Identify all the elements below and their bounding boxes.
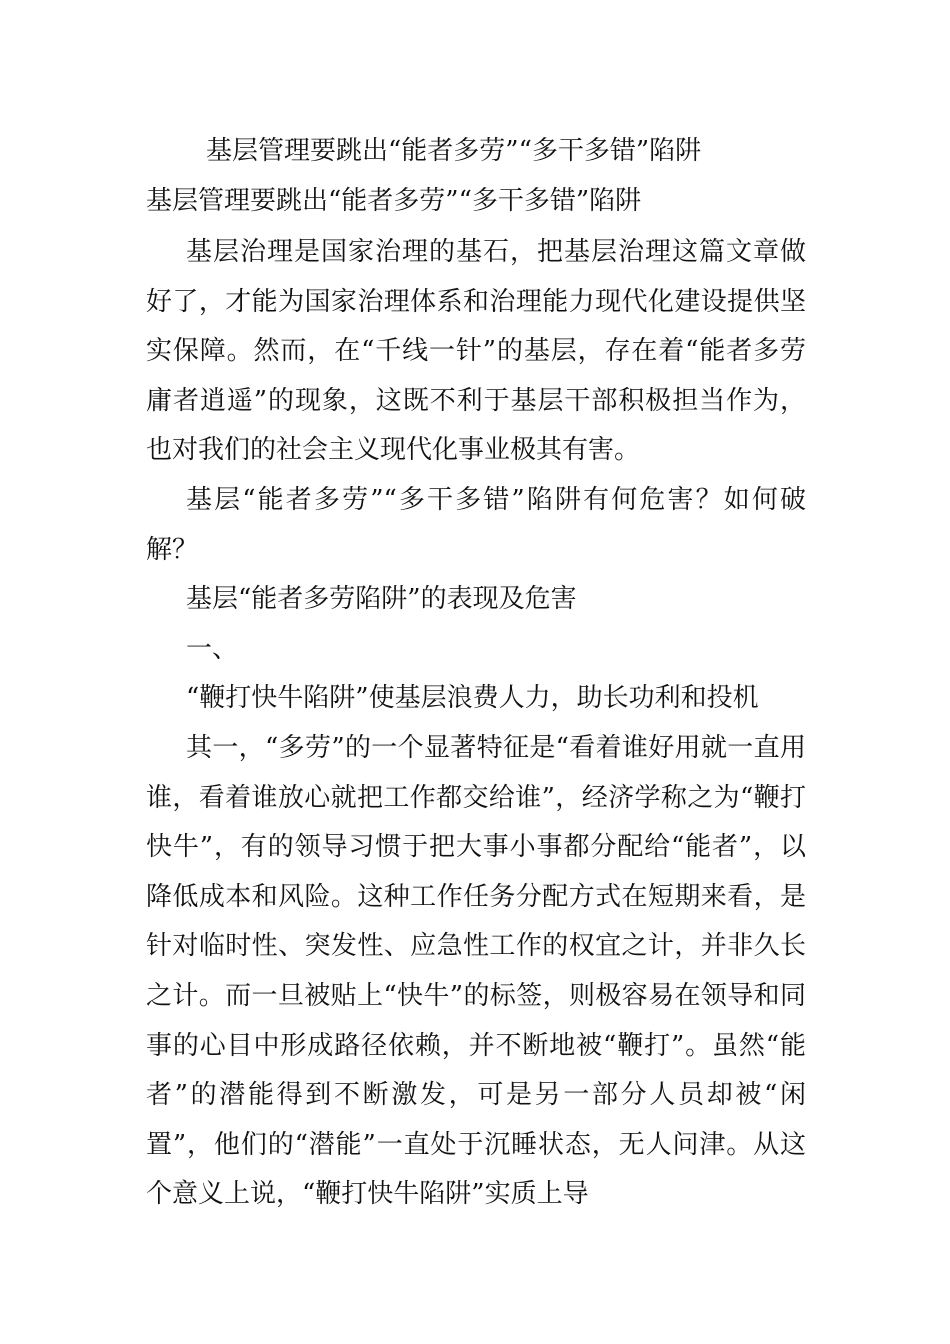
document-subtitle: 基层管理要跳出“能者多劳”“多干多错”陷阱 [146, 186, 642, 216]
paragraph-question: 基层“能者多劳”“多干多错”陷阱有何危害？如何破解？ [146, 484, 806, 565]
paragraph-intro: 基层治理是国家治理的基石，把基层治理这篇文章做好了，才能为国家治理体系和治理能力现代化建设提供坚实保障。然而，在“千线一针”的基层，存在着“能者多劳庸者逍遥”的现象，这既不利于基层干部积极担当作为，也对我们的社会主义现代化事业极其有害。 [146, 237, 806, 466]
subsection-heading: “鞭打快牛陷阱”使基层浪费人力，助长功利和投机 [186, 683, 759, 714]
document-body [146, 228, 806, 1220]
section-heading: 基层“能者多劳陷阱”的表现及危害 [186, 584, 577, 615]
paragraph-body: 其一，“多劳”的一个显著特征是“看着谁好用就一直用谁，看着谁放心就把工作都交给谁”，经济学称之为“鞭打快牛”，有的领导习惯于把大事小事都分配给“能者”，以降低成本和风险。这种工作任务分配方式在短期来看，是针对临时性、突发性、应急性工作的权宜之计，并非久长之计。而一旦被贴上“快牛”的标签，则极容易在领导和同事的心目中形成路径依赖，并不断地被“鞭打”。虽然“能者”的潜能得到不断激发，可是另一部分人员却被“闲置”，他们的“潜能”一直处于沉睡状态，无人问津。从这个意义上说，“鞭打快牛陷阱”实质上导 [146, 732, 806, 1210]
section-number: 一、 [186, 633, 239, 664]
document-title: 基层管理要跳出“能者多劳”“多干多错”陷阱 [206, 136, 702, 166]
